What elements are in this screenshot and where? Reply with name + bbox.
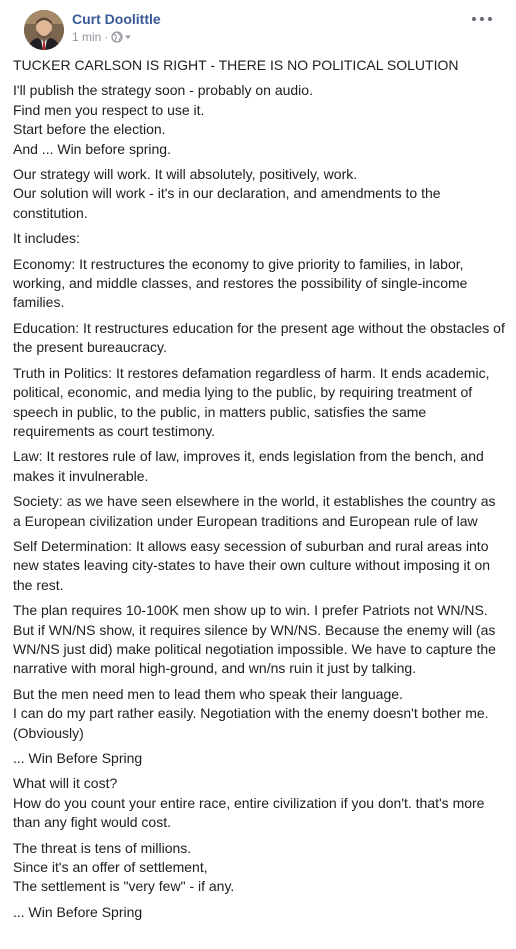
post-paragraph: Education: It restructures education for the present age without the obstacles of the present bureaucracy. [13,319,505,356]
author-name[interactable]: Curt Doolittle [72,11,161,27]
meta-separator: · [104,30,109,44]
post-paragraph: Law: It restores rule of law, improves it, ends legislation from the bench, and makes it invulnerable. [13,448,484,484]
post-paragraph-headline: TUCKER CARLSON IS RIGHT - THERE IS NO POLITICAL SOLUTION [13,57,459,73]
post-paragraph: I'll publish the strategy soon - probably on audio. Find men you respect to use it. Start before the election. And ... Win before spring. [13,82,313,157]
ellipsis-icon-dot [472,17,476,21]
post-paragraph: The threat is tens of millions. Since it's an offer of settlement, The settlement is "very few" - if any. [13,839,235,895]
post-timestamp[interactable]: 1 min [72,30,102,44]
chevron-down-icon [123,32,133,42]
audience-selector[interactable] [111,31,133,43]
post-paragraph: Society: as we have seen elsewhere in the world, it establishes the country as a European civilization under European traditions and European rule of law [13,493,496,529]
post-paragraph: ... Win Before Spring [13,903,143,920]
post-paragraph: Economy: It restructures the economy to give priority to families, in labor, working, and middle classes, and restores the possibility of single-income families. [13,255,468,311]
post-paragraph: What will it cost? How do you count your entire race, entire civilization if you don't. that's more than any fight would cost. [13,775,485,831]
post-paragraph: But the men need men to lead them who speak their language. I can do my part rather easily. Negotiation with the enemy doesn't bother me. (Obviously) [13,685,489,741]
post-paragraph: Self Determination: It allows easy secession of suburban and rural areas into new states leaving city-states to have their own culture without imposing it on the rest. [13,537,491,593]
avatar[interactable] [24,10,64,50]
ellipsis-icon-dot [480,17,484,21]
avatar-image [24,10,64,50]
post-paragraph: ... Win Before Spring [13,750,143,766]
post-paragraph: Our strategy will work. It will absolutely, positively, work. Our solution will work - it's in our declaration, and amendments to the constitution. [13,166,441,221]
more-options-button[interactable] [472,12,492,26]
post-body [13,56,505,928]
post-header [12,0,504,50]
globe-icon [111,31,123,43]
post-meta [72,29,133,45]
post-paragraph: It includes: [13,230,80,247]
post-paragraph: Truth in Politics: It restores defamation regardless of harm. It ends academic, political, economic, and media lying to the public, by requiring treatment of speech in public, to the public, in matters public, satisfies the same requirements as court testimony. [13,364,490,439]
post-paragraph: The plan requires 10-100K men show up to win. I prefer Patriots not WN/NS. But if WN/NS show, it requires silence by WN/NS. Because the enemy will (as WN/NS just did) make political negotiation impossible. We have to capture the narrative with moral high-ground, and wn/ns ruin it just by talking. [13,602,496,677]
ellipsis-icon-dot [488,17,492,21]
